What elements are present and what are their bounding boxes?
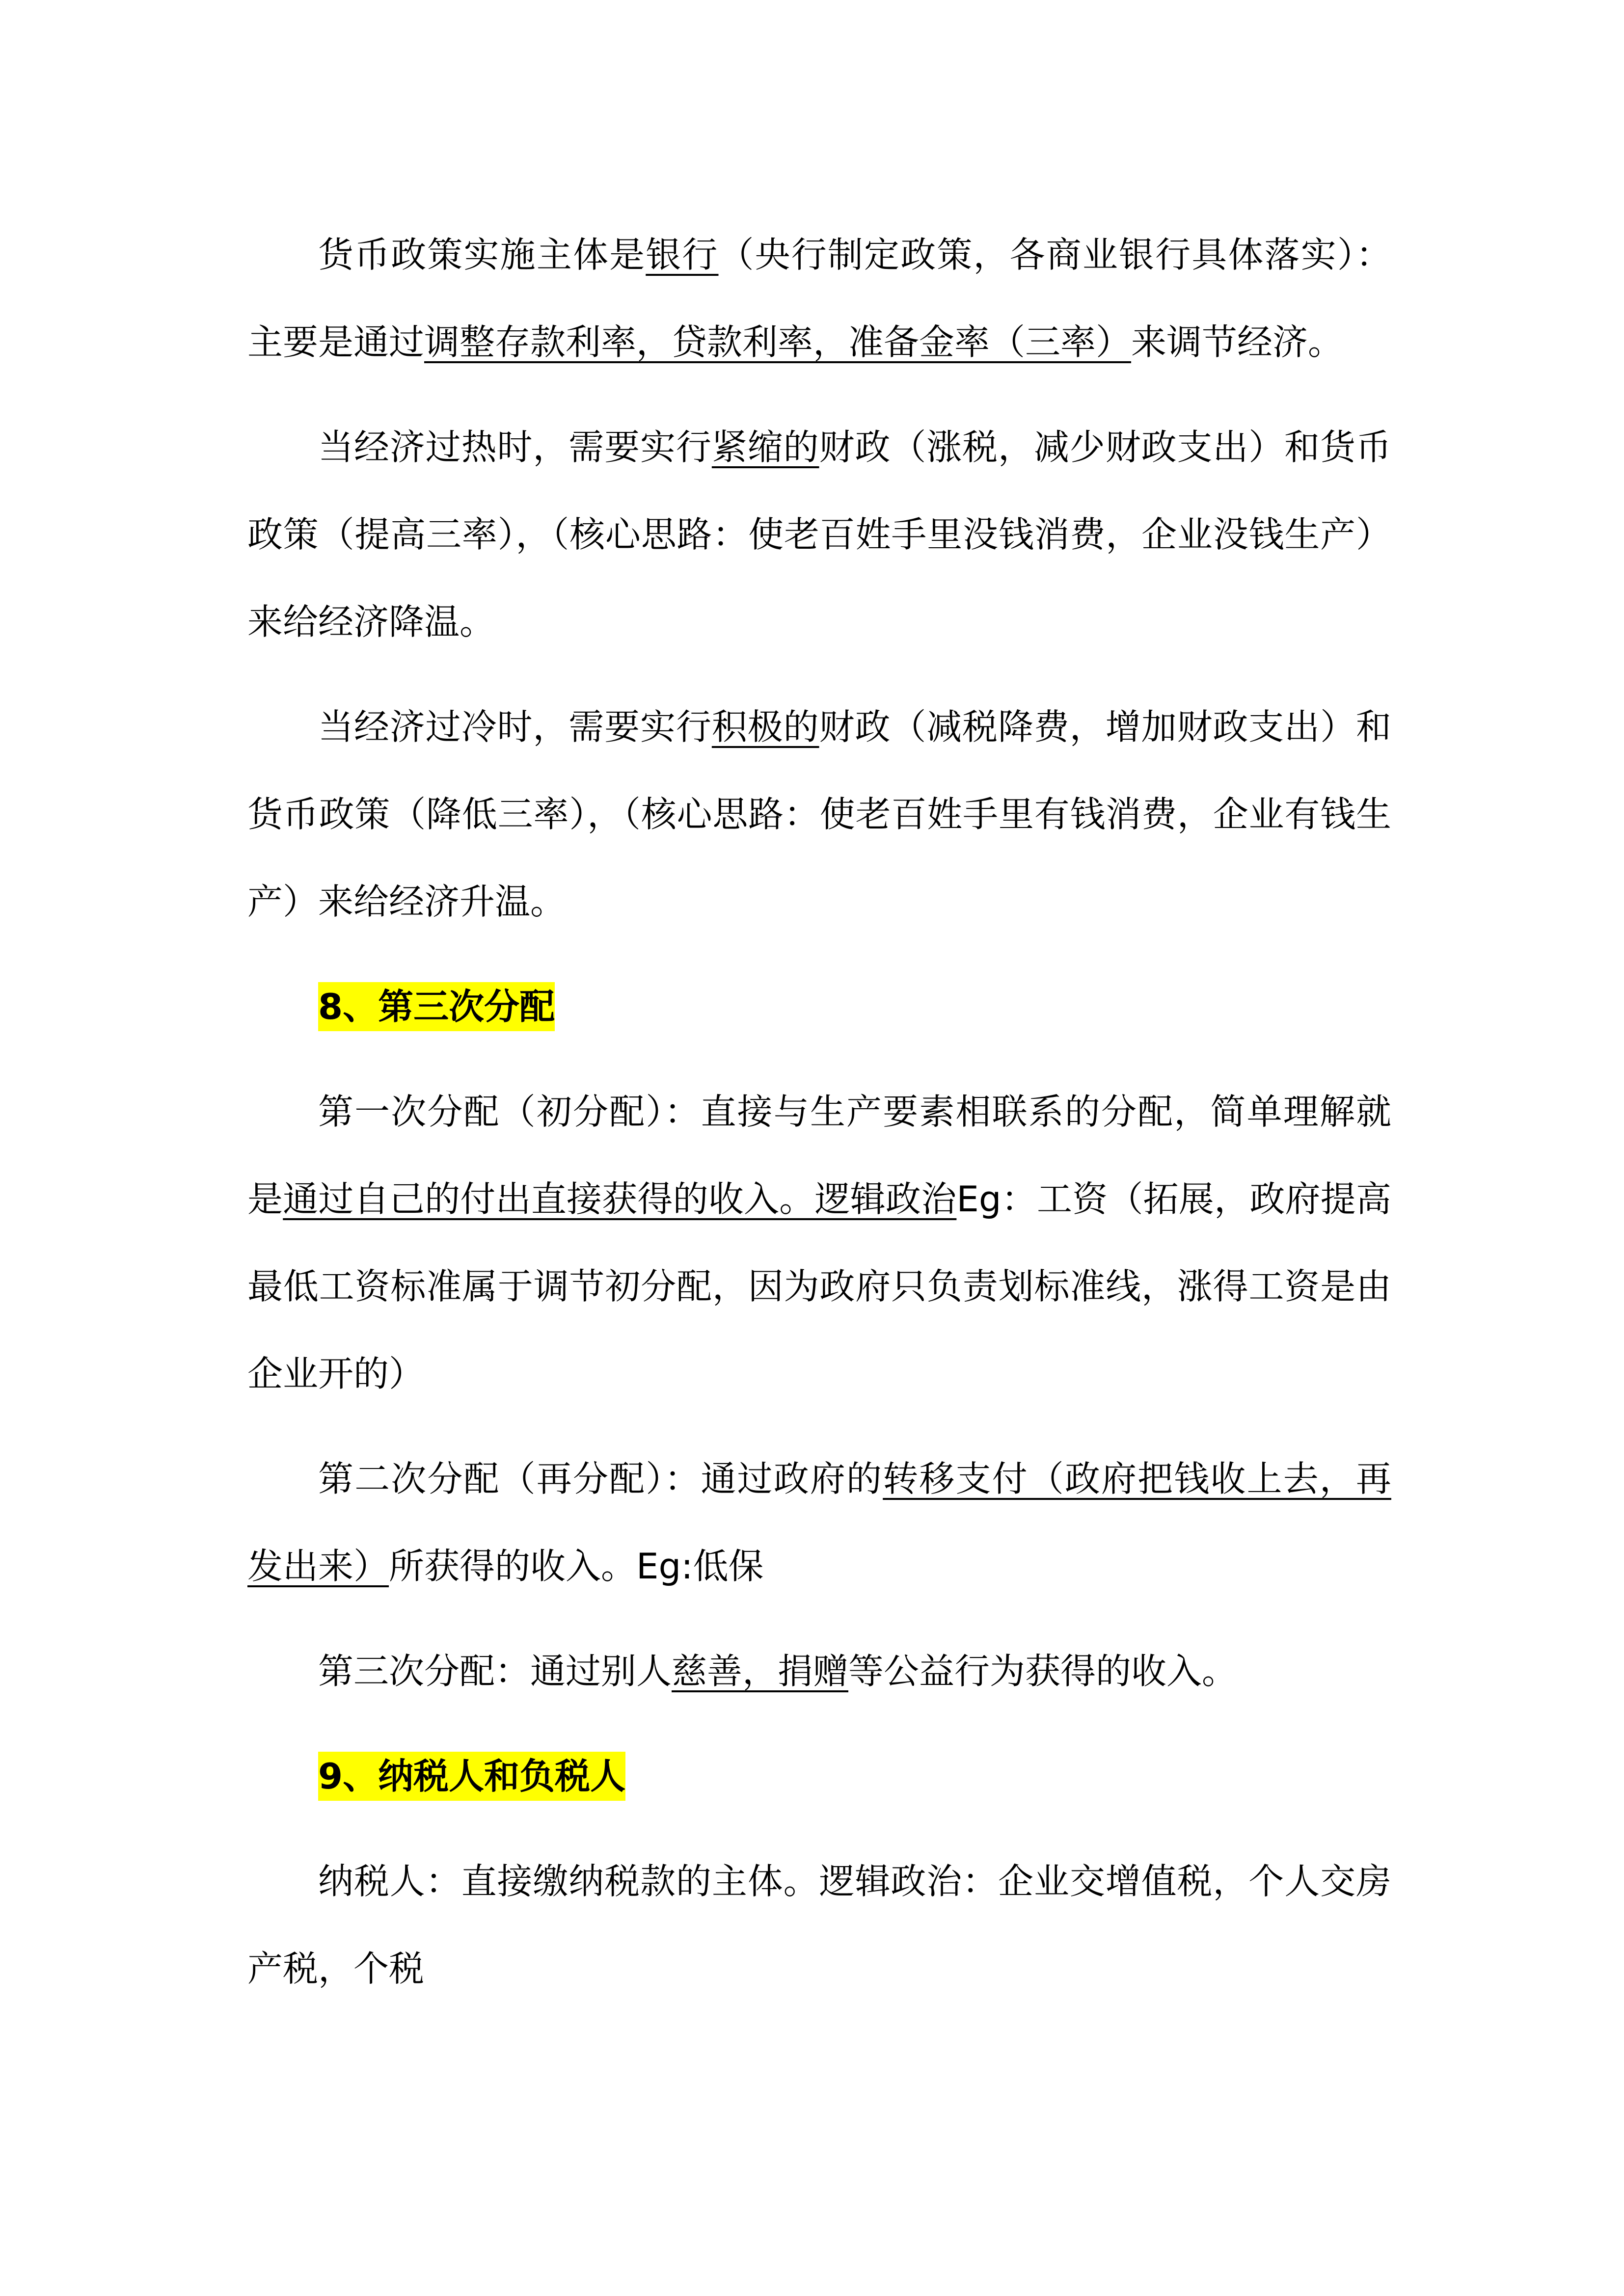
- document-page: [247, 211, 1391, 2012]
- paragraph-taxpayer: [247, 1838, 1391, 2012]
- text: Eg：工资（拓展，政府提高最低工资标准属于调节初分配，因为政府只负责划标准线，涨得工资是由企业开的）: [247, 1178, 1391, 1394]
- paragraph-first-distribution: [247, 1068, 1391, 1417]
- highlighted-heading: 8、第三次分配: [318, 982, 555, 1031]
- text: 来调节经济。: [1131, 321, 1344, 363]
- text: 第二次分配（再分配）：通过政府的: [318, 1458, 883, 1499]
- paragraph-third-distribution: [247, 1628, 1391, 1715]
- text: 纳税人：直接缴纳税款的主体。逻辑政治：企业交增值税，个人交房产税，个税: [247, 1861, 1391, 1989]
- text: 第三次分配：通过别人: [318, 1651, 672, 1692]
- text: 财政（涨税，减少财政支出）和货币政策（提高三率），（核心思路：使老百姓手里没钱消费，企业没钱生产）来给经济降温。: [247, 427, 1391, 642]
- text: 所获得的收入。Eg:低保: [389, 1546, 764, 1587]
- section-heading-8: [247, 963, 1391, 1050]
- paragraph-monetary-policy: [247, 211, 1391, 386]
- underlined-text: 紧缩的: [711, 427, 819, 468]
- text: 等公益行为获得的收入。: [848, 1651, 1238, 1692]
- underlined-text: 银行: [646, 234, 719, 275]
- underlined-text: 转移支付（政府把钱收上去，再发出来）: [247, 1458, 1391, 1587]
- underlined-text: 慈善，捐赠: [672, 1651, 849, 1692]
- text: 当经济过热时，需要实行: [318, 427, 712, 468]
- section-heading-9: [247, 1733, 1391, 1820]
- text: 当经济过冷时，需要实行: [318, 706, 712, 748]
- highlighted-heading: 9、纳税人和负税人: [318, 1752, 625, 1801]
- underlined-text: 通过自己的付出直接获得的收入。逻辑政治: [283, 1178, 957, 1220]
- paragraph-second-distribution: [247, 1435, 1391, 1610]
- text: 货币政策实施主体是: [318, 234, 646, 275]
- text: （央行制定政策，各商业银行具体落实）：主要是通过: [247, 234, 1391, 363]
- text: 财政（减税降费，增加财政支出）和货币政策（降低三率），（核心思路：使老百姓手里有钱消费，企业有钱生产）来给经济升温。: [247, 706, 1391, 922]
- underlined-text: 调整存款利率，贷款利率，准备金率（三率）: [424, 321, 1132, 363]
- paragraph-overheating: [247, 403, 1391, 666]
- paragraph-cooling: [247, 683, 1391, 945]
- text: 第一次分配（初分配）：直接与生产要素相联系的分配，简单理解就是: [247, 1091, 1391, 1220]
- underlined-text: 积极的: [711, 706, 819, 748]
